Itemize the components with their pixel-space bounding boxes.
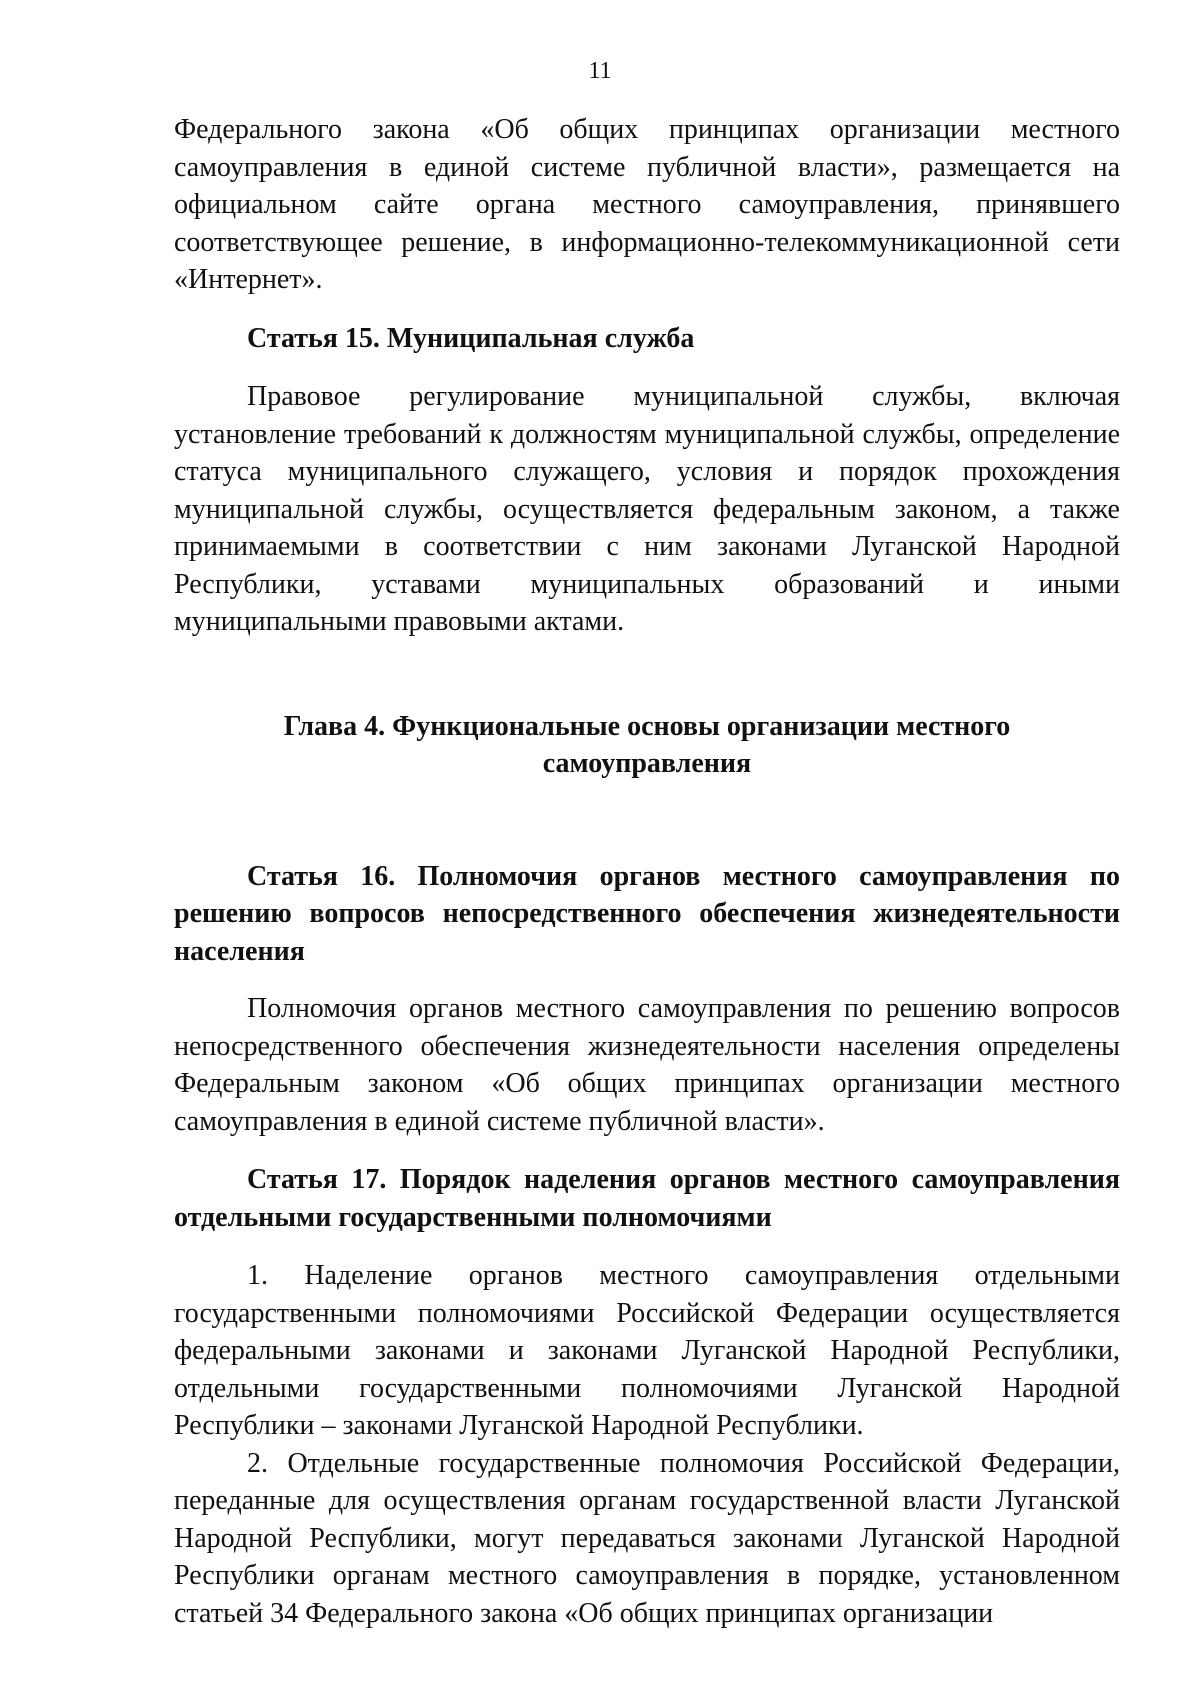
article-16-text: Полномочия органов местного самоуправления по решению вопросов непосредственного обеспечения жизнедеятельности населения определены Федеральным законом «Об общих принципах организации местного самоуправления в единой системе публичной власти». bbox=[174, 993, 1120, 1137]
article-16-title: Статья 16. Полномочия органов местного самоуправления по решению вопросов непосредственного обеспечения жизнедеятельности населения bbox=[174, 860, 1120, 967]
article-17-item-1: 1. Наделение органов местного самоуправления отдельными государственными полномочиями Российской Федерации осуществляется федеральными законами и законами Луганской Народной Республики, отдельными государственными полномочиями Луганской Народной Республики – законами Луганской Народной Республики. bbox=[174, 1260, 1120, 1441]
document-body bbox=[174, 111, 1120, 1632]
paragraph-continuation: Федерального закона «Об общих принципах организации местного самоуправления в единой системе публичной власти», размещается на официальном сайте органа местного самоуправления, принявшего соответствующее решение, в информационно-телекоммуникационной сети «Интернет». bbox=[174, 114, 1120, 295]
article-17-title: Статья 17. Порядок наделения органов местного самоуправления отдельными государственными полномочиями bbox=[174, 1164, 1120, 1233]
article-15-text: Правовое регулирование муниципальной службы, включая установление требований к должностям муниципальной службы, определение статуса муниципального служащего, условия и порядок прохождения муниципальной службы, осуществляется федеральным законом, а также принимаемыми в соответствии с ним законами Луганской Народной Республики, уставами муниципальных образований и иными муниципальными правовыми актами. bbox=[174, 381, 1120, 637]
article-17-item-2: 2. Отдельные государственные полномочия Российской Федерации, переданные для осуществления органам государственной власти Луганской Народной Республики, могут передаваться законами Луганской Народной Республики органам местного самоуправления в порядке, установленном статьей 34 Федерального закона «Об общих принципах организации bbox=[174, 1447, 1120, 1629]
article-15-title: Статья 15. Муниципальная служба bbox=[247, 322, 695, 354]
page-number: 11 bbox=[588, 58, 612, 84]
chapter-4-title-line2: самоуправления bbox=[542, 748, 752, 779]
chapter-4-title-line1: Глава 4. Функциональные основы организации местного bbox=[283, 710, 1011, 742]
